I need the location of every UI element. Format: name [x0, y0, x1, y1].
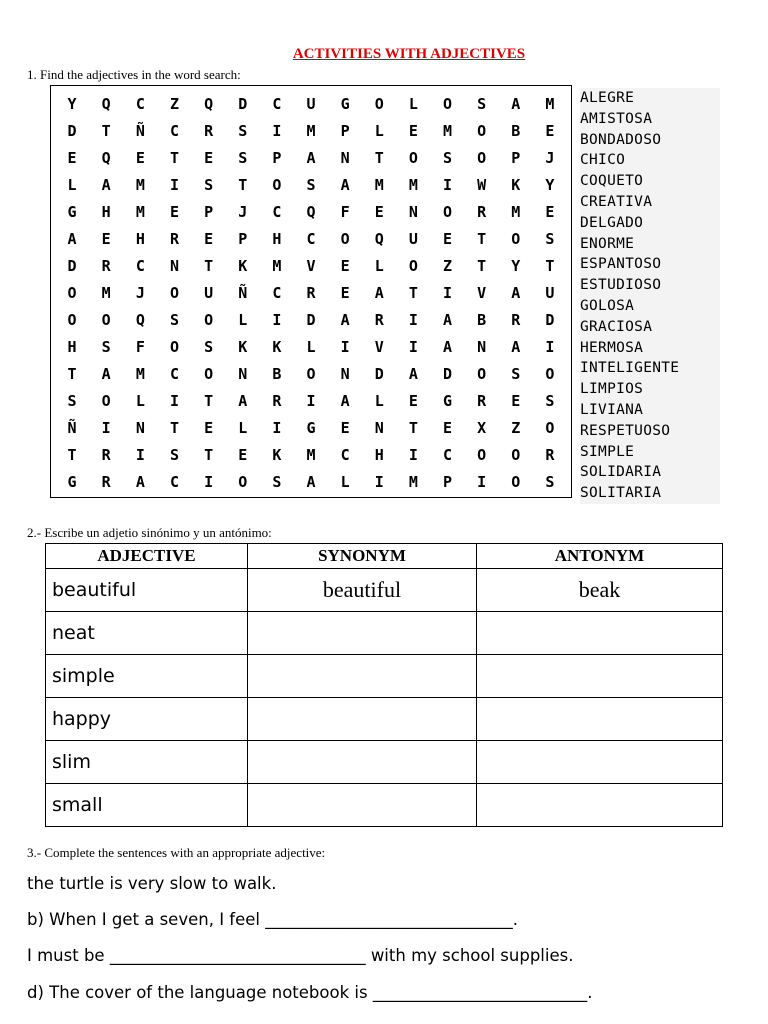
grid-letter[interactable]: A — [408, 364, 418, 383]
grid-letter[interactable]: T — [477, 229, 487, 248]
grid-letter[interactable]: I — [443, 175, 453, 194]
grid-letter[interactable]: P — [443, 472, 453, 491]
synonym-cell[interactable] — [248, 612, 477, 655]
synonym-antonym-table — [45, 543, 723, 827]
grid-letter[interactable]: O — [477, 148, 487, 167]
grid-letter[interactable]: I — [272, 418, 282, 437]
grid-letter[interactable]: O — [306, 364, 316, 383]
grid-letter[interactable]: O — [272, 175, 282, 194]
grid-letter[interactable]: A — [443, 337, 453, 356]
antonym-cell[interactable] — [477, 698, 723, 741]
grid-letter[interactable]: P — [340, 121, 350, 140]
word-list-item: DELGADO — [580, 214, 644, 231]
grid-letter[interactable]: M — [272, 256, 282, 275]
adjective-cell: simple — [46, 655, 248, 698]
table-row — [46, 741, 723, 784]
grid-letter[interactable]: M — [135, 202, 145, 221]
grid-letter[interactable]: M — [408, 472, 418, 491]
sentence-d[interactable]: d) The cover of the language notebook is __________________________. — [27, 983, 593, 1002]
grid-letter[interactable]: L — [67, 175, 77, 194]
grid-letter[interactable]: R — [306, 283, 316, 302]
grid-letter[interactable]: T — [169, 418, 179, 437]
grid-letter[interactable]: O — [204, 364, 214, 383]
grid-letter[interactable]: U — [408, 229, 418, 248]
synonym-cell[interactable] — [248, 655, 477, 698]
grid-letter[interactable]: S — [67, 391, 77, 410]
worksheet-title: ACTIVITIES WITH ADJECTIVES — [292, 46, 526, 62]
synonym-cell[interactable]: beautiful — [248, 569, 477, 612]
grid-letter[interactable]: L — [238, 418, 248, 437]
grid-letter[interactable]: N — [477, 337, 487, 356]
grid-letter[interactable]: S — [306, 175, 316, 194]
grid-letter[interactable]: E — [545, 121, 555, 140]
grid-letter[interactable]: D — [545, 310, 555, 329]
grid-letter[interactable]: O — [340, 229, 350, 248]
grid-letter[interactable]: S — [272, 472, 282, 491]
grid-letter[interactable]: T — [67, 364, 77, 383]
word-list-item: COQUETO — [580, 173, 644, 190]
grid-letter[interactable]: C — [272, 283, 282, 302]
grid-letter[interactable]: I — [169, 391, 179, 410]
grid-letter[interactable]: G — [340, 94, 350, 113]
grid-letter[interactable]: B — [272, 364, 282, 383]
table-row — [46, 612, 723, 655]
grid-letter[interactable]: D — [67, 121, 77, 140]
adjective-cell: neat — [46, 612, 248, 655]
grid-letter[interactable]: Q — [101, 94, 111, 113]
antonym-cell[interactable] — [477, 784, 723, 827]
grid-letter[interactable]: P — [204, 202, 214, 221]
instruction-synonym-antonym: 2.- Escribe un adjetio sinónimo y un antónimo: — [27, 525, 272, 540]
word-list-item: CREATIVA — [580, 193, 653, 210]
grid-letter[interactable]: E — [340, 256, 350, 275]
grid-letter[interactable]: Z — [169, 94, 179, 113]
grid-letter[interactable]: K — [511, 175, 521, 194]
grid-letter[interactable]: O — [374, 94, 384, 113]
grid-letter[interactable]: Ñ — [238, 283, 248, 302]
grid-letter[interactable]: L — [135, 391, 145, 410]
word-list-item: AMISTOSA — [580, 110, 653, 127]
grid-letter[interactable]: Ñ — [67, 418, 77, 437]
grid-letter[interactable]: Q — [101, 148, 111, 167]
grid-letter[interactable]: D — [306, 310, 316, 329]
grid-letter[interactable]: O — [545, 364, 555, 383]
grid-letter[interactable]: O — [477, 364, 487, 383]
grid-letter[interactable]: T — [101, 121, 111, 140]
grid-letter[interactable]: I — [169, 175, 179, 194]
grid-letter[interactable]: Y — [67, 94, 77, 113]
synonym-cell[interactable] — [248, 784, 477, 827]
word-list-item: ESPANTOSO — [580, 256, 662, 273]
grid-letter[interactable]: S — [169, 310, 179, 329]
grid-letter[interactable]: S — [545, 229, 555, 248]
grid-letter[interactable]: R — [545, 445, 555, 464]
grid-letter[interactable]: R — [169, 229, 179, 248]
grid-letter[interactable]: Q — [135, 310, 145, 329]
grid-letter[interactable]: A — [135, 472, 145, 491]
grid-letter[interactable]: N — [169, 256, 179, 275]
grid-letter[interactable]: J — [135, 283, 145, 302]
grid-letter[interactable]: Y — [511, 256, 521, 275]
grid-letter[interactable]: M — [374, 175, 384, 194]
grid-letter[interactable]: M — [306, 121, 316, 140]
table-row — [46, 784, 723, 827]
grid-letter[interactable]: I — [545, 337, 555, 356]
grid-letter[interactable]: T — [169, 148, 179, 167]
grid-letter[interactable]: O — [443, 202, 453, 221]
grid-letter[interactable]: Z — [443, 256, 453, 275]
grid-letter[interactable]: R — [511, 310, 521, 329]
grid-letter[interactable]: L — [374, 391, 384, 410]
grid-letter[interactable]: A — [511, 283, 521, 302]
word-list-item: ALEGRE — [580, 90, 635, 106]
grid-letter[interactable]: E — [443, 418, 453, 437]
grid-letter[interactable]: O — [67, 310, 77, 329]
grid-letter[interactable]: R — [101, 445, 111, 464]
grid-letter[interactable]: S — [238, 148, 248, 167]
word-list-item: RESPETUOSO — [580, 422, 671, 439]
word-list-item: GOLOSA — [580, 297, 635, 314]
grid-letter[interactable]: L — [374, 121, 384, 140]
grid-letter[interactable]: M — [511, 202, 521, 221]
grid-letter[interactable]: V — [306, 256, 316, 275]
grid-letter[interactable]: Q — [306, 202, 316, 221]
grid-letter[interactable]: I — [408, 445, 418, 464]
grid-letter[interactable]: A — [238, 391, 248, 410]
word-list-item: GRACIOSA — [580, 318, 653, 335]
grid-letter[interactable]: I — [101, 418, 111, 437]
word-list-item: INTELIGENTE — [580, 360, 680, 377]
grid-letter[interactable]: S — [169, 445, 179, 464]
grid-letter[interactable]: A — [511, 94, 521, 113]
antonym-cell[interactable] — [477, 612, 723, 655]
grid-letter[interactable]: B — [511, 121, 521, 140]
grid-letter[interactable]: O — [511, 229, 521, 248]
grid-letter[interactable]: H — [374, 445, 384, 464]
grid-letter[interactable]: J — [238, 202, 248, 221]
grid-letter[interactable]: E — [101, 229, 111, 248]
grid-letter[interactable]: R — [204, 121, 214, 140]
grid-letter[interactable]: E — [408, 391, 418, 410]
grid-letter[interactable]: C — [340, 445, 350, 464]
grid-letter[interactable]: T — [204, 391, 214, 410]
header-synonym: SYNONYM — [248, 544, 477, 569]
grid-letter[interactable]: O — [477, 445, 487, 464]
grid-letter[interactable]: T — [67, 445, 77, 464]
adjective-cell: small — [46, 784, 248, 827]
grid-letter[interactable]: O — [67, 283, 77, 302]
grid-letter[interactable]: C — [169, 364, 179, 383]
grid-letter[interactable]: N — [135, 418, 145, 437]
word-list-item: LIVIANA — [580, 401, 644, 418]
grid-letter[interactable]: L — [306, 337, 316, 356]
grid-letter[interactable]: I — [135, 445, 145, 464]
grid-letter[interactable]: W — [477, 175, 487, 194]
grid-letter[interactable]: E — [135, 148, 145, 167]
grid-letter[interactable]: G — [306, 418, 316, 437]
grid-letter[interactable]: U — [204, 283, 214, 302]
synonym-cell[interactable] — [248, 698, 477, 741]
grid-letter[interactable]: E — [443, 229, 453, 248]
grid-letter[interactable]: H — [67, 337, 77, 356]
grid-letter[interactable]: R — [477, 202, 487, 221]
grid-letter[interactable]: P — [272, 148, 282, 167]
antonym-cell[interactable] — [477, 741, 723, 784]
grid-letter[interactable]: O — [477, 121, 487, 140]
header-adjective: ADJECTIVE — [46, 544, 248, 569]
grid-letter[interactable]: D — [443, 364, 453, 383]
grid-letter[interactable]: S — [545, 472, 555, 491]
grid-letter[interactable]: A — [101, 364, 111, 383]
grid-letter[interactable]: K — [272, 445, 282, 464]
grid-letter[interactable]: O — [238, 472, 248, 491]
grid-letter[interactable]: C — [135, 256, 145, 275]
grid-letter[interactable]: O — [545, 418, 555, 437]
grid-letter[interactable]: E — [204, 148, 214, 167]
grid-letter[interactable]: O — [443, 94, 453, 113]
table-row — [46, 569, 723, 612]
grid-letter[interactable]: A — [340, 391, 350, 410]
grid-letter[interactable]: R — [101, 256, 111, 275]
grid-letter[interactable]: E — [204, 418, 214, 437]
grid-letter[interactable]: C — [135, 94, 145, 113]
grid-letter[interactable]: P — [511, 148, 521, 167]
grid-letter[interactable]: R — [477, 391, 487, 410]
grid-letter[interactable]: E — [67, 148, 77, 167]
grid-letter[interactable]: N — [340, 148, 350, 167]
header-antonym: ANTONYM — [477, 544, 723, 569]
grid-letter[interactable]: R — [101, 472, 111, 491]
grid-letter[interactable]: E — [545, 202, 555, 221]
grid-letter[interactable]: M — [408, 175, 418, 194]
grid-letter[interactable]: O — [169, 283, 179, 302]
sentence-a: the turtle is very slow to walk. — [27, 874, 277, 893]
grid-letter[interactable]: L — [408, 94, 418, 113]
grid-letter[interactable]: T — [408, 418, 418, 437]
grid-letter[interactable]: S — [443, 148, 453, 167]
grid-letter[interactable]: S — [238, 121, 248, 140]
grid-letter[interactable]: I — [408, 310, 418, 329]
sentence-b[interactable]: b) When I get a seven, I feel ______________________________. — [27, 910, 518, 929]
grid-letter[interactable]: A — [511, 337, 521, 356]
grid-letter[interactable]: N — [408, 202, 418, 221]
grid-letter[interactable]: E — [238, 445, 248, 464]
grid-letter[interactable]: G — [67, 472, 77, 491]
grid-letter[interactable]: M — [443, 121, 453, 140]
grid-letter[interactable]: H — [101, 202, 111, 221]
grid-letter[interactable]: X — [477, 418, 487, 437]
grid-letter[interactable]: A — [443, 310, 453, 329]
grid-letter[interactable]: V — [477, 283, 487, 302]
grid-letter[interactable]: C — [272, 202, 282, 221]
adjective-cell: beautiful — [46, 569, 248, 612]
grid-letter[interactable]: M — [135, 364, 145, 383]
grid-letter[interactable]: S — [101, 337, 111, 356]
antonym-cell[interactable] — [477, 655, 723, 698]
grid-letter[interactable]: E — [374, 202, 384, 221]
grid-letter[interactable]: D — [374, 364, 384, 383]
grid-letter[interactable]: G — [443, 391, 453, 410]
grid-letter[interactable]: A — [306, 148, 316, 167]
grid-letter[interactable]: E — [511, 391, 521, 410]
word-list-item: SIMPLE — [580, 443, 635, 460]
grid-letter[interactable]: C — [306, 229, 316, 248]
grid-letter[interactable]: I — [408, 337, 418, 356]
grid-letter[interactable]: J — [545, 148, 555, 167]
grid-letter[interactable]: I — [374, 472, 384, 491]
word-list-item: ESTUDIOSO — [580, 277, 662, 294]
grid-letter[interactable]: O — [101, 310, 111, 329]
grid-letter[interactable]: P — [238, 229, 248, 248]
word-list-item: HERMOSA — [580, 339, 644, 356]
grid-letter[interactable]: I — [272, 121, 282, 140]
grid-letter[interactable]: T — [204, 445, 214, 464]
grid-letter[interactable]: C — [443, 445, 453, 464]
grid-letter[interactable]: E — [340, 283, 350, 302]
grid-letter[interactable]: E — [340, 418, 350, 437]
word-search-grid — [50, 85, 572, 498]
word-list-item: CHICO — [580, 152, 626, 169]
word-list-item: BONDADOSO — [580, 131, 662, 148]
grid-letter[interactable]: Z — [511, 418, 521, 437]
grid-letter[interactable]: I — [272, 310, 282, 329]
grid-letter[interactable]: L — [340, 472, 350, 491]
sentence-c[interactable]: I must be _______________________________ with my school supplies. — [27, 946, 574, 965]
synonym-cell[interactable] — [248, 741, 477, 784]
grid-letter[interactable]: I — [443, 283, 453, 302]
grid-letter[interactable]: D — [67, 256, 77, 275]
word-list-item: ENORME — [580, 235, 635, 252]
grid-letter[interactable]: T — [238, 175, 248, 194]
grid-letter[interactable]: O — [408, 256, 418, 275]
adjective-cell: happy — [46, 698, 248, 741]
grid-letter[interactable]: S — [204, 175, 214, 194]
grid-letter[interactable]: C — [169, 121, 179, 140]
grid-letter[interactable]: I — [204, 472, 214, 491]
grid-letter[interactable]: M — [135, 175, 145, 194]
grid-letter[interactable]: U — [306, 94, 316, 113]
adjective-cell: slim — [46, 741, 248, 784]
grid-letter[interactable]: I — [306, 391, 316, 410]
grid-letter[interactable]: O — [204, 310, 214, 329]
grid-letter[interactable]: S — [477, 94, 487, 113]
grid-letter[interactable]: M — [545, 94, 555, 113]
grid-letter[interactable]: U — [545, 283, 555, 302]
grid-letter[interactable]: A — [374, 283, 384, 302]
grid-letter[interactable]: T — [408, 283, 418, 302]
instruction-complete-sentences: 3.- Complete the sentences with an appropriate adjective: — [27, 845, 326, 860]
grid-letter[interactable]: R — [272, 391, 282, 410]
grid-letter[interactable]: S — [511, 364, 521, 383]
grid-letter[interactable]: O — [511, 445, 521, 464]
grid-letter[interactable]: T — [477, 256, 487, 275]
grid-letter[interactable]: F — [340, 202, 350, 221]
word-list-item: SOLIDARIA — [580, 464, 662, 481]
instruction-word-search: 1. Find the adjectives in the word search: — [27, 67, 241, 82]
grid-letter[interactable]: O — [101, 391, 111, 410]
antonym-cell[interactable]: beak — [477, 569, 723, 612]
grid-letter[interactable]: Q — [204, 94, 214, 113]
grid-letter[interactable]: F — [135, 337, 145, 356]
grid-letter[interactable]: C — [169, 472, 179, 491]
grid-letter[interactable]: I — [477, 472, 487, 491]
grid-letter[interactable]: T — [204, 256, 214, 275]
grid-letter[interactable]: E — [408, 121, 418, 140]
grid-letter[interactable]: Y — [545, 175, 555, 194]
grid-letter[interactable]: T — [374, 148, 384, 167]
grid-letter[interactable]: A — [67, 229, 77, 248]
grid-letter[interactable]: M — [101, 283, 111, 302]
grid-letter[interactable]: K — [272, 337, 282, 356]
grid-letter[interactable]: L — [374, 256, 384, 275]
grid-letter[interactable]: N — [340, 364, 350, 383]
grid-letter[interactable]: B — [477, 310, 487, 329]
grid-letter[interactable]: E — [204, 229, 214, 248]
table-row — [46, 698, 723, 741]
table-row — [46, 655, 723, 698]
word-list-item: SOLITARIA — [580, 485, 662, 502]
grid-letter[interactable]: E — [169, 202, 179, 221]
grid-letter[interactable]: O — [169, 337, 179, 356]
grid-letter[interactable]: A — [340, 310, 350, 329]
grid-letter[interactable]: K — [238, 256, 248, 275]
grid-letter[interactable]: G — [67, 202, 77, 221]
grid-letter[interactable]: O — [511, 472, 521, 491]
grid-letter[interactable]: M — [306, 445, 316, 464]
grid-letter[interactable]: Ñ — [135, 121, 145, 140]
table-header-row — [46, 544, 723, 569]
grid-letter[interactable]: Q — [374, 229, 384, 248]
grid-letter[interactable]: K — [238, 337, 248, 356]
grid-letter[interactable]: O — [408, 148, 418, 167]
grid-letter[interactable]: N — [238, 364, 248, 383]
grid-letter[interactable]: A — [101, 175, 111, 194]
grid-letter[interactable]: R — [374, 310, 384, 329]
grid-letter[interactable]: I — [340, 337, 350, 356]
grid-letter[interactable]: L — [238, 310, 248, 329]
grid-letter[interactable]: V — [374, 337, 384, 356]
grid-letter[interactable]: H — [272, 229, 282, 248]
grid-letter[interactable]: A — [340, 175, 350, 194]
grid-letter[interactable]: T — [545, 256, 555, 275]
grid-letter[interactable]: D — [238, 94, 248, 113]
grid-letter[interactable]: A — [306, 472, 316, 491]
grid-letter[interactable]: N — [374, 418, 384, 437]
word-list-item: LIMPIOS — [580, 381, 644, 398]
grid-letter[interactable]: H — [135, 229, 145, 248]
word-list — [580, 88, 720, 504]
grid-letter[interactable]: S — [545, 391, 555, 410]
grid-letter[interactable]: S — [204, 337, 214, 356]
grid-letter[interactable]: C — [272, 94, 282, 113]
